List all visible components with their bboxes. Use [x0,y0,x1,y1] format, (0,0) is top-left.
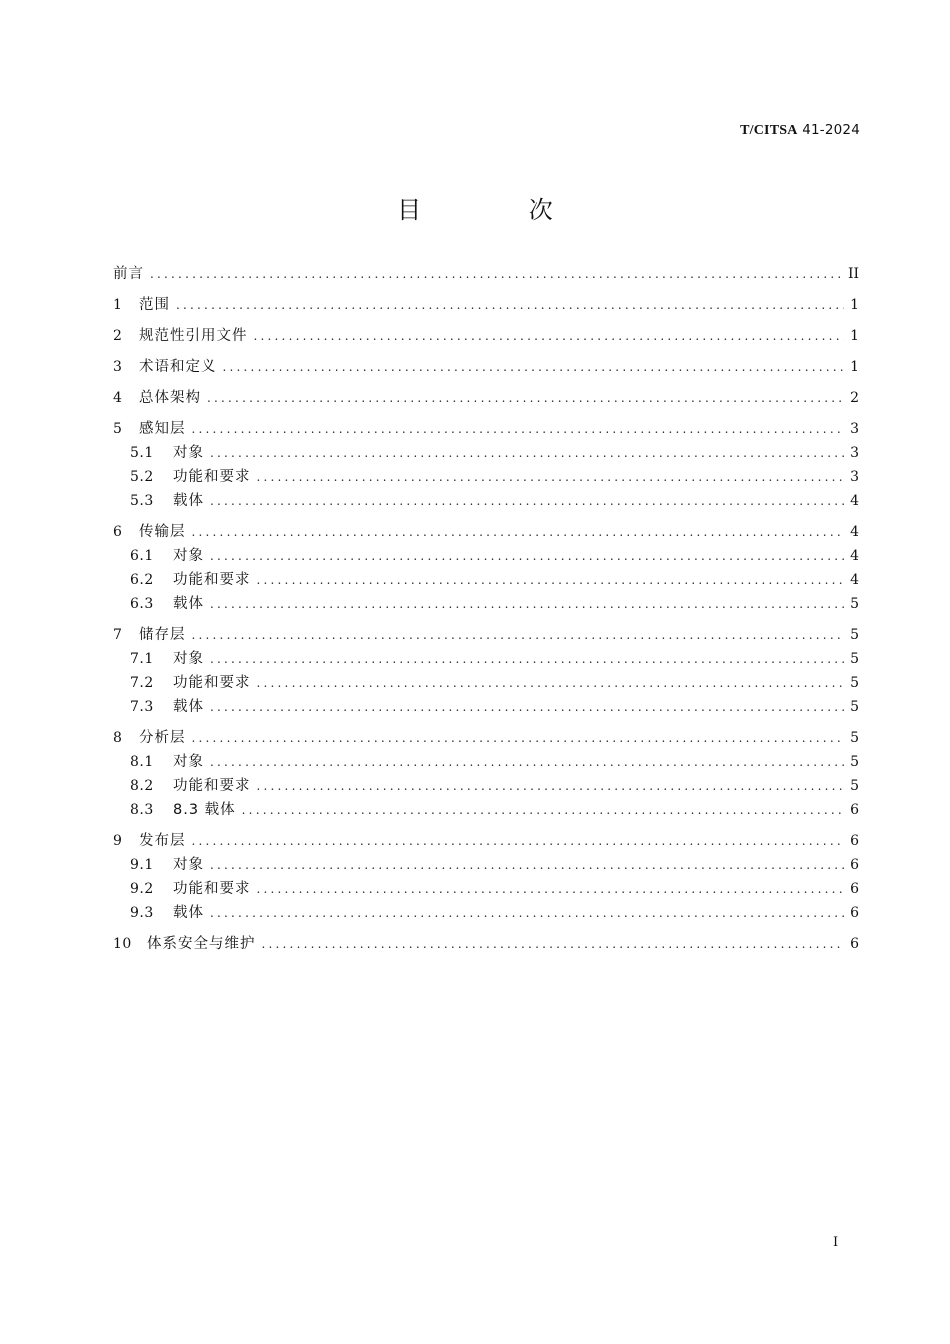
toc-leader-dots [210,901,844,925]
toc-entry-label: 载体 [173,493,204,509]
toc-entry-number: 6 [113,524,123,540]
toc-entry-label: 对象 [173,651,204,667]
toc-leader-dots [257,774,845,798]
toc-entry-number: 2 [113,328,123,344]
toc-entry[interactable] [113,355,859,379]
toc-entry[interactable] [113,520,859,544]
toc-entry-page: 4 [850,493,859,509]
toc-leader-dots [210,750,844,774]
toc-subentry[interactable] [113,853,859,877]
toc-entry-page: 1 [850,297,859,313]
toc-entry-page: 4 [850,572,859,588]
toc-entry-page: 6 [850,833,859,849]
toc-entry[interactable] [113,293,859,317]
toc-leader-dots [210,544,844,568]
toc-subentry[interactable] [113,671,859,695]
toc-entry-number: 7.2 [130,675,154,691]
toc-entry-label: 功能和要求 [173,881,251,897]
toc-entry-page: 3 [850,445,859,461]
toc-entry-number: 6.2 [130,572,154,588]
toc-entry[interactable] [113,726,859,750]
toc-entry-label: 规范性引用文件 [139,328,248,344]
toc-entry-number: 8.3 [130,802,154,818]
toc-subentry[interactable] [113,489,859,513]
toc-leader-dots [150,262,842,286]
toc-entry-label: 功能和要求 [173,572,251,588]
toc-entry-number: 1 [113,297,123,313]
toc-entry-label: 传输层 [139,524,186,540]
toc-entry-number: 8 [113,730,123,746]
toc-leader-dots [262,932,845,956]
toc-entry-number: 6.3 [130,596,154,612]
toc-entry-page: 5 [850,699,859,715]
toc-entry-page: 6 [850,905,859,921]
toc-entry-page: 5 [850,730,859,746]
toc-entry-label: 分析层 [139,730,186,746]
standard-code [740,122,860,139]
toc-leader-dots [210,489,844,513]
toc-entry-label: 发布层 [139,833,186,849]
toc-entry-label: 功能和要求 [173,469,251,485]
toc-entry-page: 6 [850,881,859,897]
toc-subentry[interactable] [113,750,859,774]
toc-leader-dots [192,623,845,647]
toc-leader-dots [176,293,844,317]
standard-code-prefix: T/CITSA [740,123,798,138]
toc-subentry[interactable] [113,877,859,901]
toc-entry-number: 6.1 [130,548,154,564]
page-number: I [833,1235,839,1250]
toc-entry-page: 6 [850,802,859,818]
toc-entry-page: 5 [850,627,859,643]
toc-entry-number: 7 [113,627,123,643]
toc-leader-dots [207,386,844,410]
toc-entry-label: 对象 [173,445,204,461]
toc-entry-number: 8.2 [130,778,154,794]
toc-leader-dots [192,726,845,750]
toc-leader-dots [210,647,844,671]
toc-entry-label: 总体架构 [139,390,201,406]
toc-entry-number: 9.2 [130,881,154,897]
toc-entry-page: 6 [850,936,859,952]
toc-entry[interactable] [113,932,859,956]
toc-entry-number: 4 [113,390,123,406]
toc-leader-dots [257,877,845,901]
toc-leader-dots [254,324,845,348]
toc-entry-number: 10 [113,936,132,952]
toc-subentry[interactable] [113,901,859,925]
toc-leader-dots [192,520,845,544]
toc-entry-label: 8.3 载体 [173,802,236,818]
toc-subentry[interactable] [113,465,859,489]
toc-entry-label: 储存层 [139,627,186,643]
toc-entry-number: 5.3 [130,493,154,509]
toc-leader-dots [210,441,844,465]
toc-entry-page: 1 [850,328,859,344]
toc-entry-number: 9.1 [130,857,154,873]
toc-leader-dots [257,671,845,695]
toc-entry-page: 3 [850,469,859,485]
toc-entry-page: 6 [850,857,859,873]
toc-entry-page: 5 [850,778,859,794]
toc-entry-number: 5 [113,421,123,437]
toc-entry-label: 术语和定义 [139,359,217,375]
toc-entry-page: 1 [850,359,859,375]
toc-entry-page: 5 [850,754,859,770]
toc-subentry[interactable] [113,798,859,822]
toc-leader-dots [192,829,845,853]
toc-subentry[interactable] [113,544,859,568]
toc-entry-label: 载体 [173,905,204,921]
toc-entry-label: 对象 [173,548,204,564]
toc-entry-number: 7.1 [130,651,154,667]
toc-entry-page: 4 [850,548,859,564]
toc-entry-number: 8.1 [130,754,154,770]
toc-entry-page: 5 [850,651,859,667]
toc-entry-number: 5.2 [130,469,154,485]
toc-entry-label: 前言 [113,266,144,282]
toc-subentry[interactable] [113,774,859,798]
toc-entry-number: 9 [113,833,123,849]
toc-subentry[interactable] [113,695,859,719]
toc-leader-dots [223,355,845,379]
toc-entry[interactable] [113,324,859,348]
toc-entry[interactable] [113,623,859,647]
toc-entry-page: 5 [850,675,859,691]
toc-entry-page: 5 [850,596,859,612]
toc-entry-label: 对象 [173,857,204,873]
toc-subentry[interactable] [113,592,859,616]
toc-entry-number: 7.3 [130,699,154,715]
toc-entry-label: 体系安全与维护 [147,936,256,952]
toc-entry-label: 对象 [173,754,204,770]
toc-leader-dots [192,417,845,441]
toc-entry-label: 载体 [173,596,204,612]
toc-subentry[interactable] [113,568,859,592]
toc-leader-dots [257,568,845,592]
toc-subentry[interactable] [113,647,859,671]
toc-entry-page: II [847,266,859,282]
toc-entry-label: 功能和要求 [173,675,251,691]
toc-entry-number: 3 [113,359,123,375]
toc-entry-label: 范围 [139,297,170,313]
toc-entry[interactable] [113,386,859,410]
toc-entry-label: 功能和要求 [173,778,251,794]
toc-leader-dots [210,853,844,877]
toc-entry-label: 载体 [173,699,204,715]
toc-entry[interactable] [113,417,859,441]
toc-entry-page: 2 [850,390,859,406]
toc-leader-dots [257,465,845,489]
toc-leader-dots [210,592,844,616]
toc-entry-label: 感知层 [139,421,186,437]
toc-entry-number: 5.1 [130,445,154,461]
toc-entry-page: 3 [850,421,859,437]
page-title: 目 次 [397,196,603,224]
toc-entry[interactable] [113,262,859,286]
table-of-contents [113,262,859,956]
toc-entry-page: 4 [850,524,859,540]
toc-entry-number: 9.3 [130,905,154,921]
standard-code-number: 41-2024 [802,122,860,138]
toc-leader-dots [242,798,844,822]
toc-subentry[interactable] [113,441,859,465]
toc-entry[interactable] [113,829,859,853]
toc-leader-dots [210,695,844,719]
